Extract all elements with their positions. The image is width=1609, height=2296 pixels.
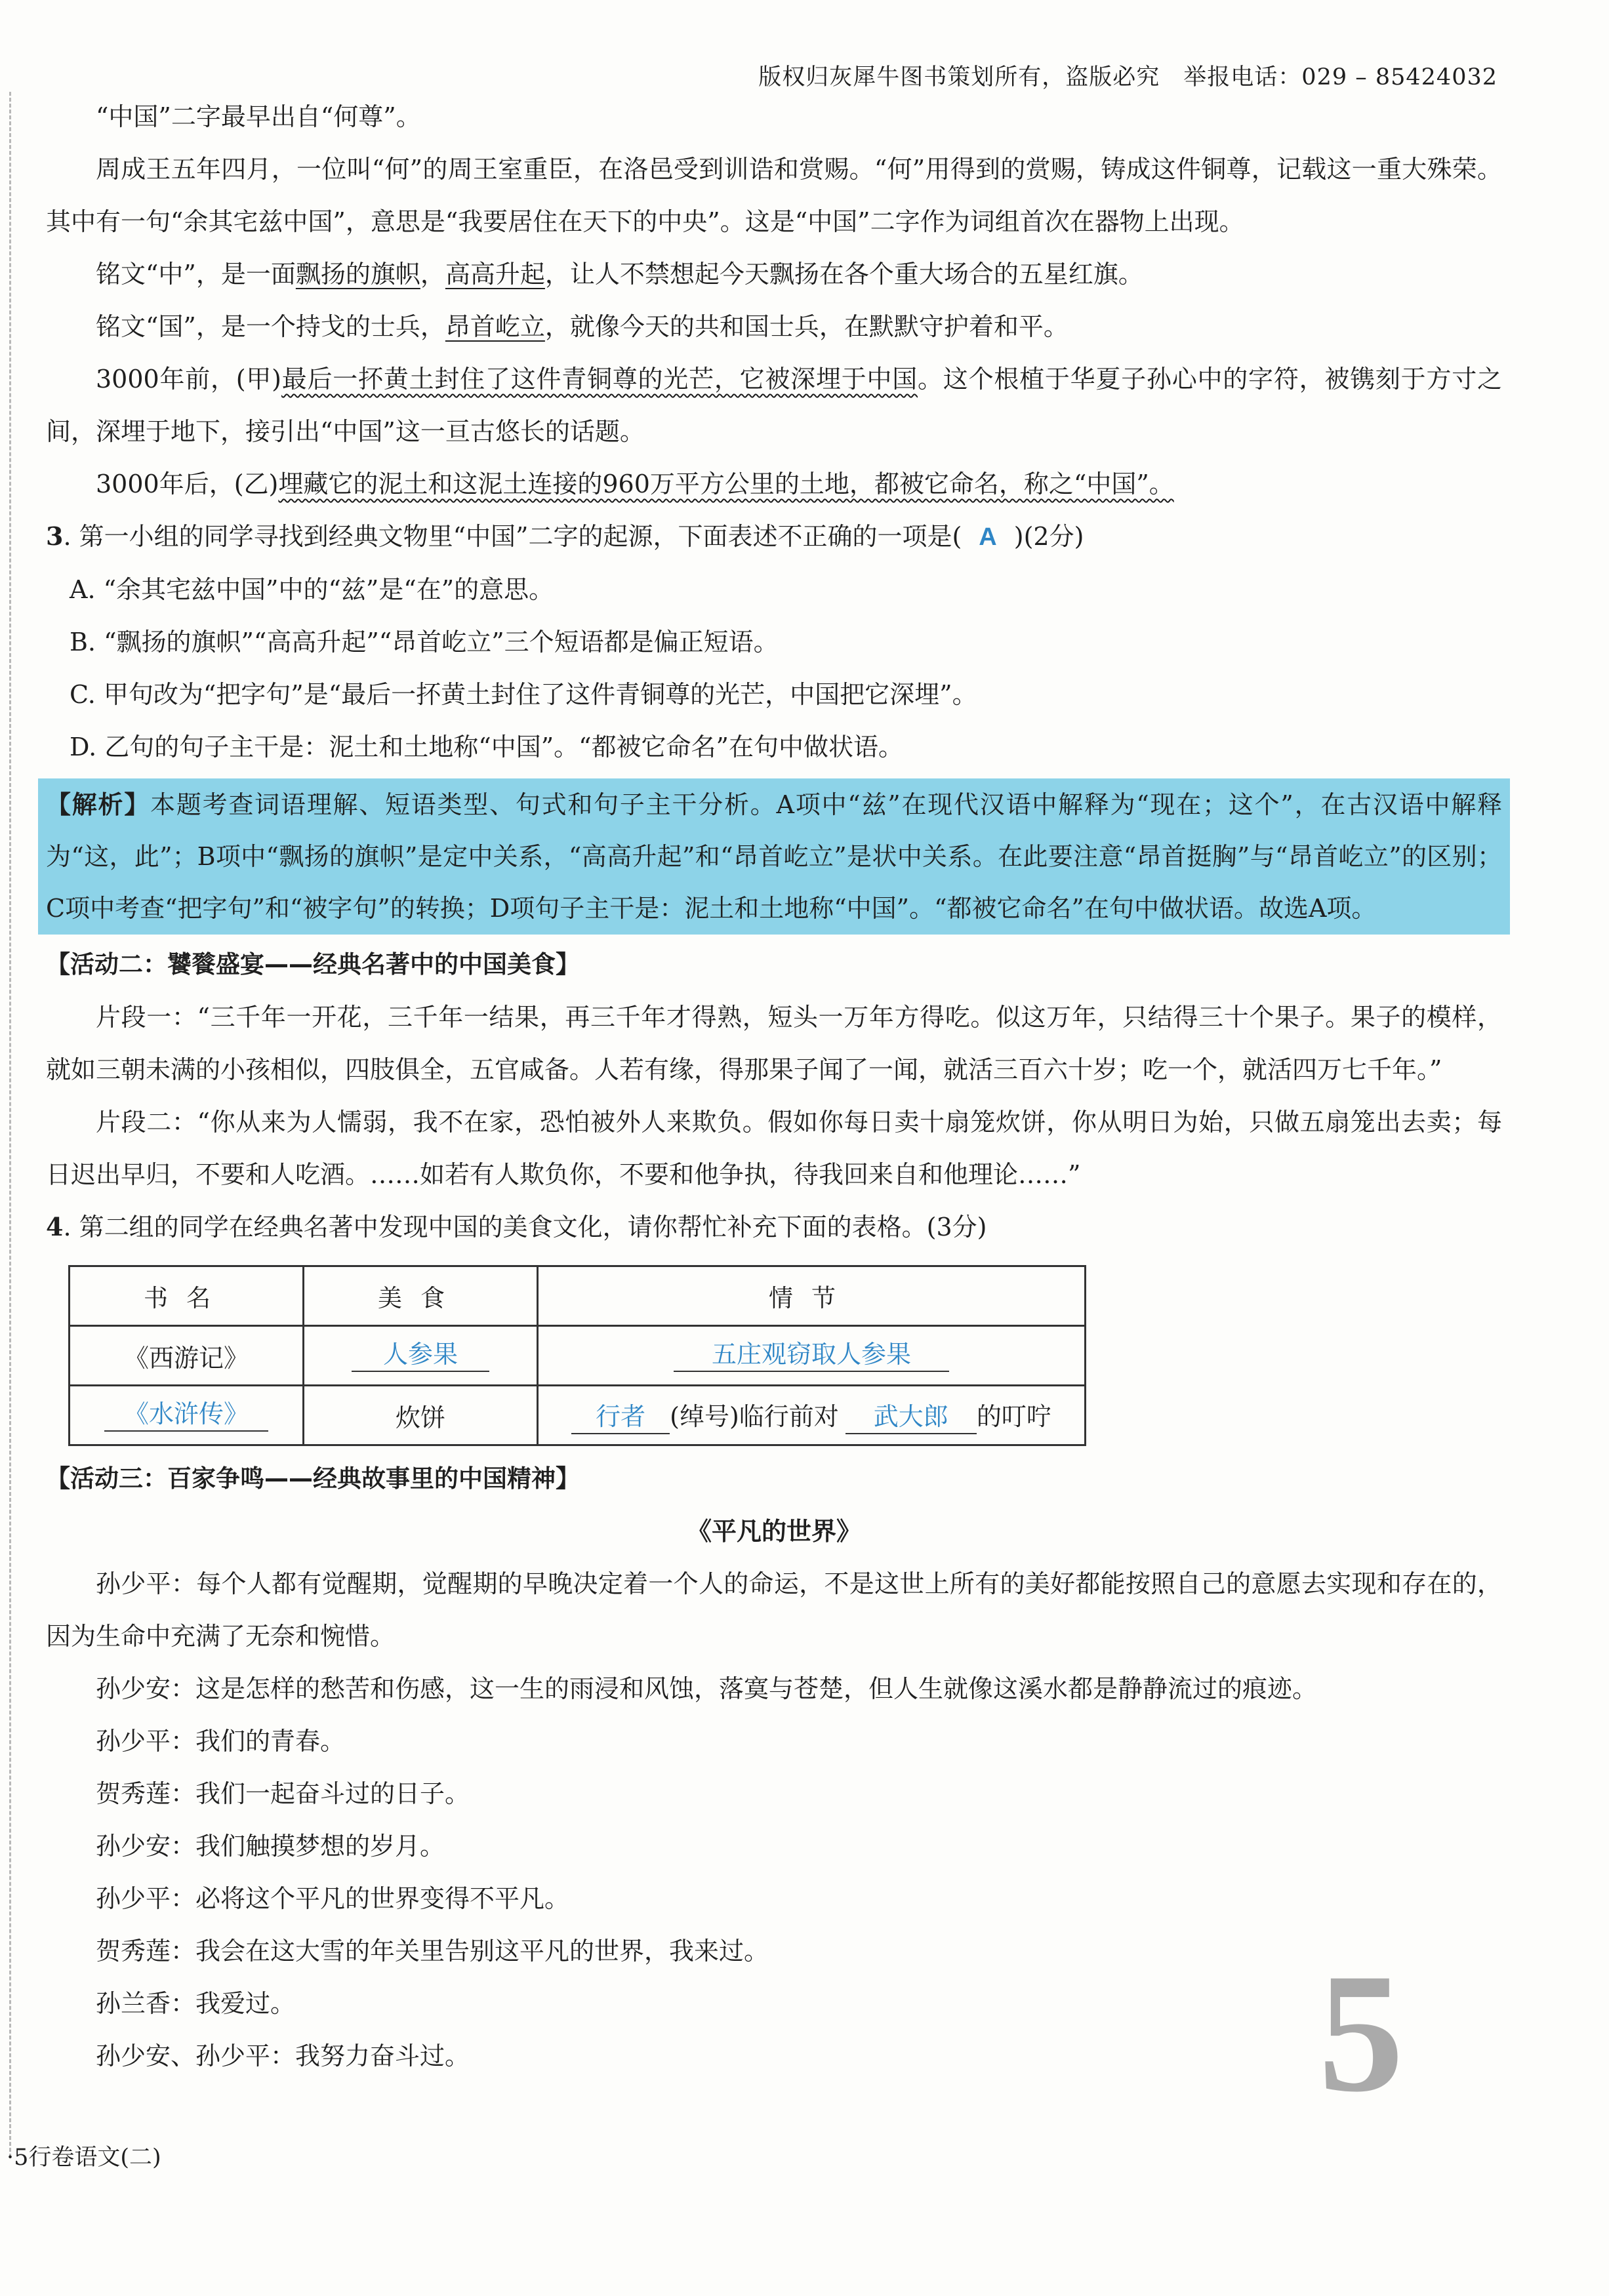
option-b: B. “飘扬的旗帜”“高高升起”“昂首屹立”三个短语都是偏正短语。 <box>70 628 779 656</box>
binding-margin-line <box>9 92 11 2158</box>
passage-p5 <box>46 353 1502 458</box>
text: . 第二组的同学在经典名著中发现中国的美食文化，请你帮忙补充下面的表格。(3分) <box>63 1213 987 1241</box>
text: 。这个根植于华夏子孙心中的字符，被镌刻于方寸之间，深埋于地下，接引出“中国”这一亘古悠长的话题。 <box>46 365 1502 446</box>
text: ，就像今天的共和国士兵，在默默守护着和平。 <box>544 312 1069 341</box>
sentence-jia-wavy: 最后一抔黄土封住了这件青铜尊的光芒，它被深埋于中国 <box>281 365 918 393</box>
content <box>46 91 1502 2082</box>
text: 的叮咛 <box>976 1402 1051 1431</box>
question-3-stem <box>46 510 1502 563</box>
text: . 第一小组的同学寻找到经典文物里“中国”二字的起源，下面表述不正确的一项是( <box>63 522 962 551</box>
header-book: 书名 <box>70 1266 304 1326</box>
table-header-row <box>70 1266 1086 1326</box>
page-number-large: 5 <box>1318 1939 1404 2127</box>
answer-food: 人参果 <box>352 1339 489 1372</box>
footer-label: ·5行卷语文(二) <box>7 2145 161 2171</box>
text: 铭文“国”，是一个持戈的士兵， <box>96 312 445 341</box>
dialogue-line: 孙少安、孙少平：我努力奋斗过。 <box>96 2042 470 2070</box>
header-plot: 情节 <box>538 1266 1086 1326</box>
dialogue-line: 孙兰香：我爱过。 <box>96 1989 296 2018</box>
activity2-heading: 【活动二：饕餮盛宴——经典名著中的中国美食】 <box>46 950 580 978</box>
answer-person: 武大郎 <box>845 1401 977 1434</box>
phrase-underlined: 飘扬的旗帜 <box>295 260 420 289</box>
passage-p6 <box>46 458 1502 510</box>
dialogue-line: 孙少安：我们触摸梦想的岁月。 <box>96 1832 445 1861</box>
phrase-underlined: 高高升起 <box>445 260 545 289</box>
question-number: 4 <box>46 1212 64 1241</box>
answer-plot: 五庄观窃取人参果 <box>674 1339 949 1372</box>
table-row <box>70 1386 1086 1445</box>
passage-p2: 周成王五年四月，一位叫“何”的周王室重臣，在洛邑受到训诰和赏赐。“何”用得到的赏赐，铸成这件铜尊，记载这一重大殊荣。其中有一句“余其宅兹中国”，意思是“我要居住在天下的中央”。这是“中国”二字作为词组首次在器物上出现。 <box>46 155 1502 236</box>
text: 3000年后，(乙) <box>96 470 279 498</box>
text: ，让人不禁想起今天飘扬在各个重大场合的五星红旗。 <box>544 260 1143 289</box>
option-c: C. 甲句改为“把字句”是“最后一抔黄土封住了这件青铜尊的光芒，中国把它深埋”。 <box>70 680 977 709</box>
cell-plot <box>538 1326 1086 1386</box>
table-row <box>70 1326 1086 1386</box>
analysis-box <box>38 778 1510 935</box>
answer-nickname: 行者 <box>571 1401 670 1434</box>
text: )(2分) <box>1013 522 1084 551</box>
cell-book: 《西游记》 <box>70 1326 304 1386</box>
question-4-stem <box>46 1201 1502 1253</box>
fragment-2: 片段二：“你从来为人懦弱，我不在家，恐怕被外人来欺负。假如你每日卖十扇笼炊饼，你从明日为始，只做五扇笼出去卖；每日迟出早归，不要和人吃酒。……如若有人欺负你，不要和他争执，待我回来自和他理论……” <box>46 1108 1502 1189</box>
dialogue-line: 贺秀莲：我会在这大雪的年关里告别这平凡的世界，我来过。 <box>96 1937 769 1965</box>
activity3-heading: 【活动三：百家争鸣——经典故事里的中国精神】 <box>46 1464 580 1493</box>
copyright-header: 版权归灰犀牛图书策划所有，盗版必究 举报电话：029 – 85424032 <box>758 64 1497 91</box>
fragment-1: 片段一：“三千年一开花，三千年一结果，再三千年才得熟，短头一万年方得吃。似这万年，只结得三十个果子。果子的模样，就如三朝未满的小孩相似，四肢俱全，五官咸备。人若有缘，得那果子闻了一闻，就活三百六十岁；吃一个，就活四万七千年。” <box>46 1003 1502 1084</box>
text: (绰号)临行前对 <box>670 1402 839 1431</box>
text: 3000年前，(甲) <box>96 365 281 393</box>
dialogue-line: 贺秀莲：我们一起奋斗过的日子。 <box>96 1779 470 1808</box>
dialogue-line: 孙少平：每个人都有觉醒期，觉醒期的早晚决定着一个人的命运，不是这世上所有的美好都能按照自己的意愿去实现和存在的，因为生命中充满了无奈和惋惜。 <box>46 1569 1502 1651</box>
cell-food <box>304 1326 538 1386</box>
passage-p3 <box>46 248 1502 300</box>
question-number: 3 <box>46 521 64 551</box>
analysis-tag: 【解析】 <box>46 790 151 819</box>
header-food: 美食 <box>304 1266 538 1326</box>
passage-p4 <box>46 300 1502 353</box>
option-a: A. “余其宅兹中国”中的“兹”是“在”的意思。 <box>70 575 554 604</box>
analysis-text: 本题考查词语理解、短语类型、句式和句子主干分析。A项中“兹”在现代汉语中解释为“现在；这个”，在古汉语中解释为“这，此”；B项中“飘扬的旗帜”是定中关系，“高高升起”和“昂首屹立”是状中关系。在此要注意“昂首挺胸”与“昂首屹立”的区别；C项中考查“把字句”和“被字句”的转换；D项句子主干是：泥土和土地称“中国”。“都被它命名”在句中做状语。故选A项。 <box>46 790 1502 923</box>
dialogue-line: 孙少平：我们的青春。 <box>96 1727 346 1756</box>
sentence-yi-wavy: 埋藏它的泥土和这泥土连接的960万平方公里的土地，都被它命名，称之“中国”。 <box>278 470 1174 498</box>
option-d: D. 乙句的句子主干是：泥土和土地称“中国”。“都被它命名”在句中做状语。 <box>70 733 903 761</box>
dialogue-line: 孙少安：这是怎样的愁苦和伤感，这一生的雨浸和风蚀，落寞与苍楚，但人生就像这溪水都是静静流过的痕迹。 <box>96 1674 1318 1703</box>
answer-book: 《水浒传》 <box>104 1399 268 1432</box>
phrase-underlined: 昂首屹立 <box>445 312 545 341</box>
cell-plot <box>538 1386 1086 1445</box>
cell-book <box>70 1386 304 1445</box>
text: 铭文“中”，是一面 <box>96 260 296 289</box>
passage-p1: “中国”二字最早出自“何尊”。 <box>96 102 421 131</box>
food-table <box>68 1265 1086 1446</box>
text: ， <box>420 260 445 289</box>
dialogue-line: 孙少平：必将这个平凡的世界变得不平凡。 <box>96 1884 570 1913</box>
answer-choice: A <box>979 523 997 551</box>
play-title: 《平凡的世界》 <box>686 1517 861 1546</box>
cell-food: 炊饼 <box>304 1386 538 1445</box>
